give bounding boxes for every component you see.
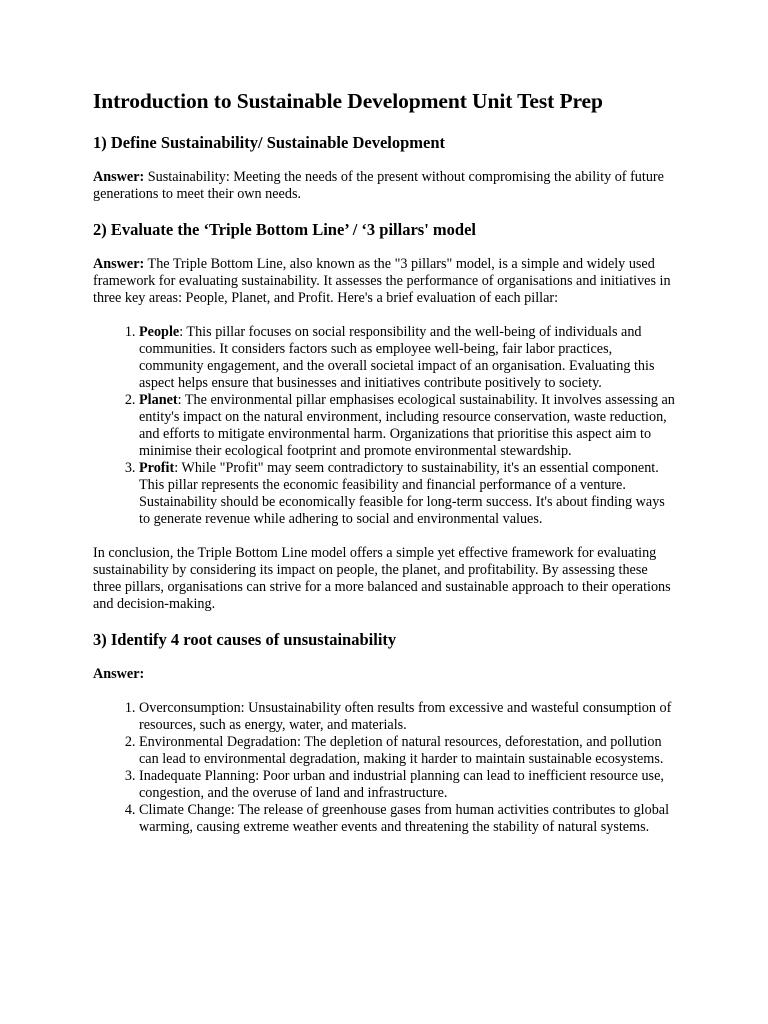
question-1-heading: 1) Define Sustainability/ Sustainable Development: [93, 133, 446, 152]
pillars-list: [93, 324, 676, 528]
list-item-people: [139, 324, 676, 392]
list-item-profit: [139, 460, 676, 528]
list-item: 2. Environmental Degradation: The depletion of natural resources, deforestation, and pollution can lead to environmental degradation, making it harder to maintain sustainable ecosystems.: [139, 734, 676, 768]
pillar-term: Profit: [139, 460, 175, 476]
document-title: Introduction to Sustainable Development Unit Test Prep: [93, 89, 603, 113]
pillar-term: Planet: [139, 392, 178, 408]
question-2-answer: [93, 256, 676, 307]
pillar-term: People: [139, 324, 180, 340]
list-item: 1. Overconsumption: Unsustainability often results from excessive and wasteful consumption of resources, such as energy, water, and materials.: [139, 700, 676, 734]
question-3-heading: 3) Identify 4 root causes of unsustainability: [93, 630, 397, 649]
list-item-planet: [139, 392, 676, 460]
pillar-text: : While "Profit" may seem contradictory to sustainability, it's an essential component. This pillar represents the economic feasibility and financial performance of a venture. Sustainability should be economically feasible for long-term success. It's about finding ways to generate revenue while adhering to social and environmental values.: [139, 460, 665, 527]
pillar-text: : The environmental pillar emphasises ecological sustainability. It involves assessing an entity's impact on the natural environment, including resource conservation, waste reduction, and efforts to mitigate environmental harm. Organizations that prioritise this aspect aim to minimise their ecological footprint and promote environmental stewardship.: [139, 392, 675, 459]
answer-label: Answer:: [93, 256, 145, 272]
question-3: [93, 630, 676, 836]
question-2-heading: 2) Evaluate the ‘Triple Bottom Line’ / ‘3 pillars' model: [93, 220, 476, 239]
pillar-text: : This pillar focuses on social responsibility and the well-being of individuals and communities. It considers factors such as employee well-being, fair labor practices, community engagement, and the overall societal impact of an organisation. Evaluating this aspect helps ensure that businesses and initiatives contribute positively to society.: [139, 324, 655, 391]
question-2-conclusion: In conclusion, the Triple Bottom Line model offers a simple yet effective framework for evaluating sustainability by considering its impact on people, the planet, and profitability. By assessing these three pillars, organisations can strive for a more balanced and sustainable approach to their operations and decision-making.: [93, 545, 671, 612]
question-2: [93, 220, 676, 613]
answer-text: Sustainability: Meeting the needs of the present without compromising the ability of future generations to meet their own needs.: [93, 169, 664, 202]
question-1: [93, 133, 676, 203]
answer-text: The Triple Bottom Line, also known as the "3 pillars" model, is a simple and widely used framework for evaluating sustainability. It assesses the performance of organisations and initiatives in three key areas: People, Planet, and Profit. Here's a brief evaluation of each pillar:: [93, 256, 671, 306]
question-1-answer: [93, 169, 676, 203]
list-item: 4. Climate Change: The release of greenhouse gases from human activities contributes to global warming, causing extreme weather events and threatening the stability of natural systems.: [139, 802, 676, 836]
root-causes-list: [93, 700, 676, 836]
answer-label: Answer:: [93, 169, 145, 185]
question-3-answer: [93, 666, 676, 683]
answer-label: Answer:: [93, 666, 145, 682]
list-item: 3. Inadequate Planning: Poor urban and industrial planning can lead to inefficient resource use, congestion, and the overuse of land and infrastructure.: [139, 768, 676, 802]
